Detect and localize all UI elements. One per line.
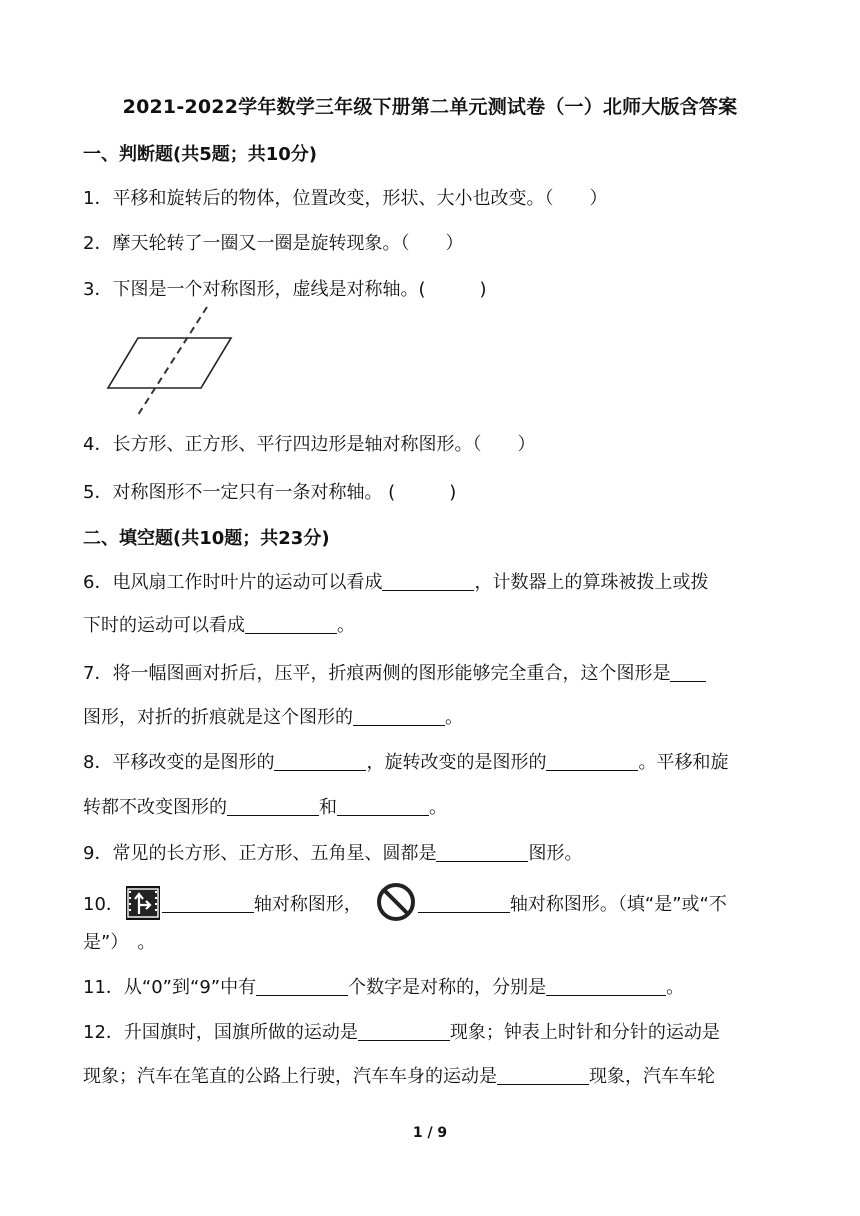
- q12-text-d: 现象，汽车车轮: [589, 1066, 715, 1087]
- question-10-line-2: 是”） 。: [83, 932, 156, 953]
- q8-text-a: 8．平移改变的是图形的: [83, 752, 275, 773]
- answer-blank[interactable]: [162, 894, 254, 913]
- q6-text-c: 下时的运动可以看成: [83, 615, 245, 636]
- question-7-line-2: [83, 703, 463, 729]
- q10-text-c: 轴对称图形。（填“是”或“不: [509, 894, 727, 915]
- question-8-line-2: [83, 793, 447, 819]
- q8-text-e: 和: [319, 797, 337, 818]
- answer-blank[interactable]: [436, 843, 528, 862]
- page-title: 2021-2022学年数学三年级下册第二单元测试卷（一）北师大版含答案: [122, 96, 738, 118]
- question-12-line-1: [83, 1018, 720, 1044]
- q6-text-b: ，计数器上的算珠被拨上或拨: [474, 572, 709, 593]
- question-9: [83, 839, 582, 865]
- q12-text-c: 现象；汽车在笔直的公路上行驶，汽车车身的运动是: [83, 1066, 497, 1087]
- question-10-line-1: [83, 882, 727, 922]
- answer-blank[interactable]: [497, 1066, 589, 1085]
- q11-text-a: 11．从“0”到“9”中有: [83, 977, 257, 998]
- answer-blank[interactable]: [382, 572, 474, 591]
- answer-blank[interactable]: [546, 752, 638, 771]
- question-11: [83, 973, 684, 999]
- road-sign-turn-icon: [126, 886, 160, 920]
- answer-blank[interactable]: [337, 797, 429, 816]
- q10-text-a: 10．: [83, 894, 124, 915]
- q11-text-b: 个数字是对称的，分别是: [348, 977, 547, 998]
- question-12-line-2: [83, 1062, 715, 1088]
- answer-blank[interactable]: [256, 977, 348, 996]
- answer-blank[interactable]: [353, 707, 445, 726]
- parallelogram-figure: [100, 305, 240, 420]
- answer-blank[interactable]: [358, 1022, 450, 1041]
- q9-text-b: 图形。: [528, 843, 583, 864]
- q6-text-a: 6．电风扇工作时叶片的运动可以看成: [83, 572, 383, 593]
- page-number: 1 / 9: [412, 1125, 448, 1141]
- q12-text-a: 12．升国旗时，国旗所做的运动是: [83, 1022, 358, 1043]
- answer-blank[interactable]: [227, 797, 319, 816]
- question-6-line-2: [83, 611, 355, 637]
- q9-text-a: 9．常见的长方形、正方形、五角星、圆都是: [83, 843, 437, 864]
- q7-text-c: 。: [445, 707, 463, 728]
- q8-text-c: 。平移和旋: [638, 752, 729, 773]
- question-2: 2．摩天轮转了一圈又一圈是旋转现象。（ ）: [83, 233, 464, 254]
- question-5: 5．对称图形不一定只有一条对称轴。 ( ): [83, 482, 457, 503]
- q8-text-f: 。: [429, 797, 447, 818]
- q12-text-b: 现象；钟表上时针和分针的运动是: [449, 1022, 720, 1043]
- prohibition-sign-icon: [376, 882, 416, 922]
- question-6-line-1: [83, 568, 708, 594]
- section-heading-fill-blank: 二、填空题(共10题；共23分): [83, 528, 330, 549]
- q11-text-c: 。: [666, 977, 685, 998]
- question-7-line-1: [83, 659, 706, 685]
- q7-text-a: 7．将一幅图画对折后，压平，折痕两侧的图形能够完全重合，这个图形是: [83, 663, 671, 684]
- answer-blank[interactable]: [245, 615, 337, 634]
- question-3: 3．下图是一个对称图形，虚线是对称轴。( ): [83, 279, 487, 300]
- question-8-line-1: [83, 748, 728, 774]
- q8-text-d: 转都不改变图形的: [83, 797, 227, 818]
- q8-text-b: ，旋转改变的是图形的: [366, 752, 547, 773]
- answer-blank[interactable]: [274, 752, 366, 771]
- q10-text-b: 轴对称图形，: [253, 894, 362, 915]
- question-4: 4．长方形、正方形、平行四边形是轴对称图形。（ ）: [83, 434, 536, 455]
- q7-text-b: 图形，对折的折痕就是这个图形的: [83, 707, 353, 728]
- q6-text-d: 。: [337, 615, 355, 636]
- question-1: 1．平移和旋转后的物体，位置改变，形状、大小也改变。（ ）: [83, 188, 608, 209]
- answer-blank[interactable]: [418, 894, 510, 913]
- section-heading-judgement: 一、判断题(共5题；共10分): [83, 144, 318, 165]
- answer-blank[interactable]: [670, 663, 706, 682]
- answer-blank[interactable]: [546, 977, 666, 996]
